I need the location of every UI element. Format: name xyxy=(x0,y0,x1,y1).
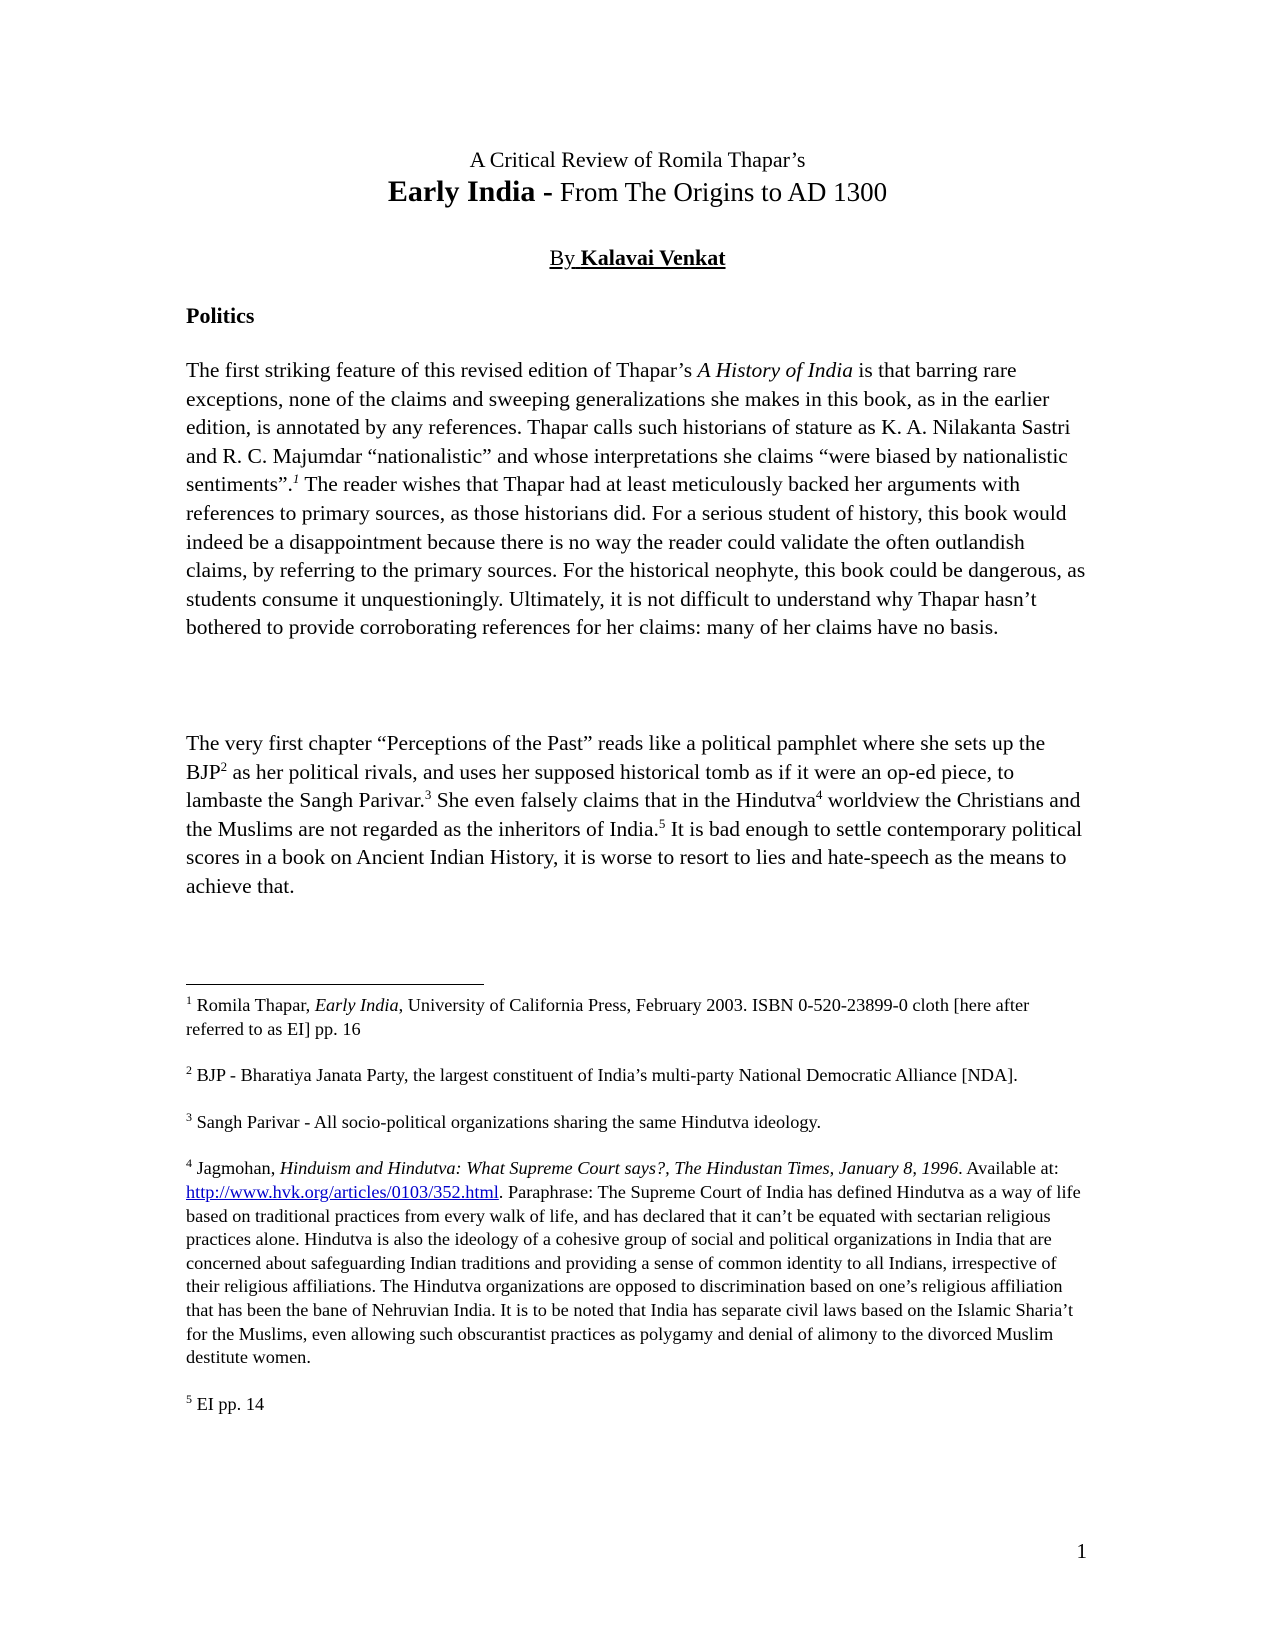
footnote-4-link[interactable]: http://www.hvk.org/articles/0103/352.html xyxy=(186,1181,499,1202)
para1-text-2: is that barring rare exceptions, none of the claims and sweeping generalizations she makes in this book, as in the earlier edition, is annotated by any references. Thapar calls such historians of stature as K. A. Nilakanta Sastri and R. C. Majumdar “nationalistic” and whose interpretations she claims “were biased by nationalistic sentiments”. xyxy=(186,358,1071,497)
footnote-1-text-2: , University of California Press, February 2003. ISBN 0-520-23899-0 cloth [here after referred to as EI] pp. 16 xyxy=(186,995,1030,1039)
footnote-1-italic: Early India xyxy=(314,995,399,1015)
document-header xyxy=(0,146,1275,211)
footnote-5-number: 5 xyxy=(186,1391,192,1406)
footnote-3-text: Sangh Parivar - All socio-political organizations sharing the same Hindutva ideology. xyxy=(192,1111,822,1132)
footnote-4-text-1: Jagmohan, xyxy=(192,1158,280,1179)
body-paragraph-1 xyxy=(186,356,1086,642)
para1-text-1: The first striking feature of this revised edition of Thapar’s xyxy=(186,358,698,382)
footnote-4-number: 4 xyxy=(186,1156,192,1171)
footnote-ref-3[interactable]: 3 xyxy=(424,787,432,803)
footnote-5-text: EI pp. 14 xyxy=(192,1393,265,1414)
document-subtitle: A Critical Review of Romila Thapar’s xyxy=(469,147,806,172)
title-bold: Early India - xyxy=(387,175,553,208)
footnote-ref-5[interactable]: 5 xyxy=(658,815,666,831)
footnote-2 xyxy=(186,1064,1086,1088)
footnotes-section xyxy=(186,994,1086,1439)
document-title xyxy=(0,174,1275,211)
footnote-ref-2[interactable]: 2 xyxy=(220,758,228,774)
title-rest: From The Origins to AD 1300 xyxy=(559,177,888,207)
para2-text-2: as her political rivals, and uses her supposed historical tomb as if it were an op-ed piece, to lambaste the Sangh Parivar. xyxy=(186,759,1015,813)
body-paragraph-2 xyxy=(186,729,1086,901)
footnote-5 xyxy=(186,1393,1086,1417)
footnote-divider xyxy=(186,984,484,985)
footnote-1-text-1: Romila Thapar, xyxy=(192,995,315,1015)
footnote-4-text-3: . Paraphrase: The Supreme Court of India has defined Hindutva as a way of life based on traditional practices from every walk of life, and has declared that it can’t be equated with sectarian religious practices alone. Hindutva is also the ideology of a cohesive group of social and political organizations in India that are concerned about safeguarding Indian traditions and providing a sense of common identity to all Indians, irrespective of their religious affiliations. The Hindutva organizations are opposed to discrimination based on one’s religious affiliation that has been the bane of Nehruvian India. It is to be noted that India has separate civil laws based on the Islamic Sharia’t for the Muslims, even allowing such obscurantist practices as polygamy and denial of alimony to the divorced Muslim destitute women. xyxy=(186,1181,1081,1368)
footnote-4-italic: Hinduism and Hindutva: What Supreme Court says?, The Hindustan Times, January 8, 1996 xyxy=(279,1158,959,1179)
section-heading: Politics xyxy=(186,303,255,328)
footnote-2-text: BJP - Bharatiya Janata Party, the largest constituent of India’s multi-party National Democratic Alliance [NDA]. xyxy=(192,1065,1018,1086)
page-number: 1 xyxy=(1076,1539,1087,1563)
para1-text-3: The reader wishes that Thapar had at least meticulously backed her arguments with references to primary sources, as those historians did. For a serious student of history, this book would indeed be a disappointment because there is no way the reader could validate the often outlandish claims, by referring to the primary sources. For the historical neophyte, this book could be dangerous, as students consume it unquestioningly. Ultimately, it is not difficult to understand why Thapar hasn’t bothered to provide corroborating references for her claims: many of her claims have no basis. xyxy=(186,472,1086,640)
para2-text-4: worldview the Christians and the Muslims are not regarded as the inheritors of India. xyxy=(186,788,1081,841)
footnote-4-text-2: . Available at: xyxy=(958,1158,1059,1179)
footnote-ref-4[interactable]: 4 xyxy=(815,787,823,803)
book-title-italic: A History of India xyxy=(697,358,853,382)
footnote-1-number: 1 xyxy=(186,992,192,1007)
footnote-3-number: 3 xyxy=(186,1109,192,1124)
para2-text-1: The very first chapter “Perceptions of the Past” reads like a political pamphlet where she sets up the BJP xyxy=(186,731,1046,784)
footnote-1 xyxy=(186,994,1086,1041)
footnote-4 xyxy=(186,1157,1086,1369)
byline-prefix: By xyxy=(549,245,576,270)
footnote-2-number: 2 xyxy=(186,1063,192,1078)
para2-text-3: She even falsely claims that in the Hindutva xyxy=(431,788,816,813)
byline xyxy=(0,244,1275,272)
author-name: Kalavai Venkat xyxy=(580,245,726,270)
para2-text-5: It is bad enough to settle contemporary political scores in a book on Ancient Indian History, it is worse to resort to lies and hate-speech as the means to achieve that. xyxy=(186,816,1083,898)
footnote-ref-1-number: 1 xyxy=(292,471,300,487)
footnote-3 xyxy=(186,1111,1086,1135)
